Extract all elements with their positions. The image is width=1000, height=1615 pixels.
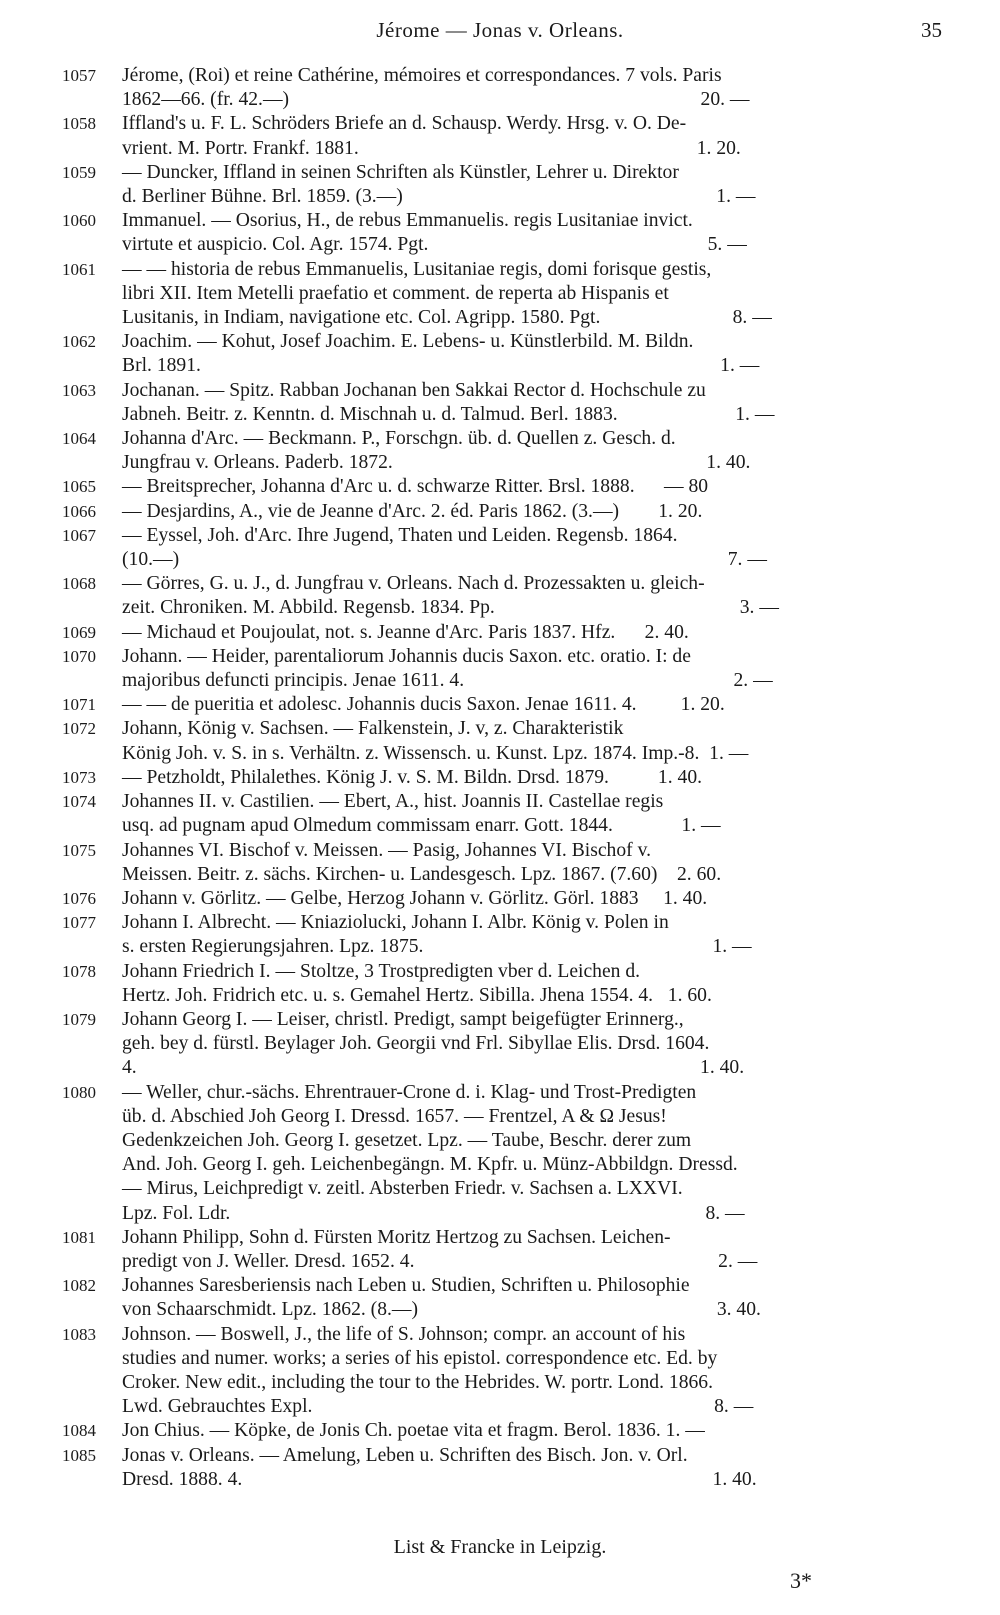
entry-number: 1068 bbox=[62, 574, 96, 594]
entry-number: 1076 bbox=[62, 888, 96, 908]
entry-line: And. Joh. Georg I. geh. Leichenbegängn. M. Kpfr. u. Münz-Abbildgn. Dressd. bbox=[122, 1154, 738, 1176]
catalog-entry bbox=[62, 790, 942, 838]
entry-line: Dresd. 1888. 4. 1. 40. bbox=[122, 1468, 757, 1490]
entry-number: 1062 bbox=[62, 332, 96, 352]
entry-line: libri XII. Item Metelli praefatio et comment. de reperta ab Hispanis et bbox=[122, 282, 669, 304]
entry-line: Brl. 1891. 1. — bbox=[122, 355, 760, 377]
entry-line: Johannes VI. Bischof v. Meissen. — Pasig, Johannes VI. Bischof v. bbox=[122, 839, 651, 861]
catalog-entry bbox=[62, 621, 942, 645]
catalog-entry bbox=[62, 500, 942, 524]
entry-line: 4. 1. 40. bbox=[122, 1057, 745, 1079]
entry-line: — Görres, G. u. J., d. Jungfrau v. Orleans. Nach d. Prozessakten u. gleich- bbox=[122, 573, 705, 595]
page-number: 35 bbox=[921, 18, 942, 42]
entry-line: Hertz. Joh. Fridrich etc. u. s. Gemahel Hertz. Sibilla. Jhena 1554. 4. 1. 60. bbox=[122, 984, 712, 1006]
catalog-entry bbox=[62, 64, 942, 112]
entry-number: 1067 bbox=[62, 525, 96, 545]
entry-line: Johannes II. v. Castilien. — Ebert, A., hist. Joannis II. Castellae regis bbox=[122, 791, 664, 813]
entry-number: 1085 bbox=[62, 1445, 96, 1465]
entry-line: — Petzholdt, Philalethes. König J. v. S. M. Bildn. Drsd. 1879. 1. 40. bbox=[122, 766, 703, 788]
publisher-footer: List & Francke in Leipzig. bbox=[393, 1536, 607, 1558]
page-header bbox=[0, 18, 1000, 48]
catalog-entry bbox=[62, 427, 942, 475]
entry-line: Immanuel. — Osorius, H., de rebus Emmanuelis. regis Lusitaniae invict. bbox=[122, 210, 693, 232]
entry-line: s. ersten Regierungsjahren. Lpz. 1875. 1. — bbox=[122, 936, 752, 958]
entry-number: 1057 bbox=[62, 66, 96, 85]
entry-line: Joachim. — Kohut, Josef Joachim. E. Lebens- u. Künstlerbild. M. Bildn. bbox=[122, 331, 694, 353]
catalog-entry bbox=[62, 960, 942, 1008]
catalog-entry bbox=[62, 572, 942, 620]
entry-line: Johann, König v. Sachsen. — Falkenstein, J. v, z. Charakteristik bbox=[122, 718, 624, 740]
entry-number: 1077 bbox=[62, 913, 96, 933]
catalog-entry bbox=[62, 911, 942, 959]
entry-number: 1059 bbox=[62, 162, 96, 182]
entry-line: Johann I. Albrecht. — Kniaziolucki, Johann I. Albr. König v. Polen in bbox=[122, 912, 669, 934]
entry-line: Jon Chius. — Köpke, de Jonis Ch. poetae vita et fragm. Berol. 1836. 1. — bbox=[122, 1420, 705, 1442]
catalog-entry bbox=[62, 475, 942, 499]
entry-line: (10.—) 7. — bbox=[122, 549, 767, 571]
entry-line: — Weller, chur.-sächs. Ehrentrauer-Crone d. i. Klag- und Trost-Predigten bbox=[122, 1081, 697, 1103]
catalog-entry bbox=[62, 379, 942, 427]
entry-number: 1066 bbox=[62, 501, 96, 521]
entry-number: 1071 bbox=[62, 695, 96, 715]
entry-line: Johannes Saresberiensis nach Leben u. Studien, Schriften u. Philosophie bbox=[122, 1275, 690, 1297]
entry-line: Croker. New edit., including the tour to the Hebrides. W. portr. Lond. 1866. bbox=[122, 1371, 713, 1393]
entry-line: von Schaarschmidt. Lpz. 1862. (8.—) 3. 40. bbox=[122, 1299, 761, 1321]
catalog-entry bbox=[62, 258, 942, 331]
entry-line: Meissen. Beitr. z. sächs. Kirchen- u. Landesgesch. Lpz. 1867. (7.60) 2. 60. bbox=[122, 863, 722, 885]
entry-line: Jérome, (Roi) et reine Cathérine, mémoires et correspondances. 7 vols. Paris bbox=[122, 65, 722, 86]
entry-line: Lpz. Fol. Ldr. 8. — bbox=[122, 1202, 745, 1224]
entry-line: Johann Philipp, Sohn d. Fürsten Moritz Hertzog zu Sachsen. Leichen- bbox=[122, 1226, 671, 1248]
entry-number: 1070 bbox=[62, 646, 96, 666]
catalog-entry bbox=[62, 330, 942, 378]
catalog-entry bbox=[62, 524, 942, 572]
entry-line: — Eyssel, Joh. d'Arc. Ihre Jugend, Thaten und Leiden. Regensb. 1864. bbox=[122, 524, 678, 546]
entry-number: 1080 bbox=[62, 1082, 96, 1102]
entry-line: — Michaud et Poujoulat, not. s. Jeanne d'Arc. Paris 1837. Hfz. 2. 40. bbox=[122, 621, 689, 643]
entry-line: Johann v. Görlitz. — Gelbe, Herzog Johann v. Görlitz. Görl. 1883 1. 40. bbox=[122, 887, 708, 909]
entry-line: — Desjardins, A., vie de Jeanne d'Arc. 2. éd. Paris 1862. (3.—) 1. 20. bbox=[122, 500, 703, 522]
entry-line: Johann Georg I. — Leiser, christl. Predigt, sampt beigefügter Erinnerg., bbox=[122, 1008, 684, 1030]
catalog-entry bbox=[62, 1274, 942, 1322]
catalog-entry bbox=[62, 161, 942, 209]
entry-number: 1058 bbox=[62, 114, 96, 134]
entry-number: 1073 bbox=[62, 767, 96, 787]
catalog-entry bbox=[62, 887, 942, 911]
catalog-entry bbox=[62, 1323, 942, 1420]
catalog-entries bbox=[62, 64, 942, 1492]
entry-line: vrient. M. Portr. Frankf. 1881. 1. 20. bbox=[122, 137, 741, 159]
entry-line: geh. bey d. fürstl. Beylager Joh. Georgii vnd Frl. Sibyllae Elis. Drsd. 1604. bbox=[122, 1033, 710, 1055]
entry-number: 1074 bbox=[62, 792, 96, 812]
signature-mark: 3* bbox=[790, 1568, 812, 1593]
catalog-entry bbox=[62, 1444, 942, 1492]
entry-line: Johann Friedrich I. — Stoltze, 3 Trostpredigten vber d. Leichen d. bbox=[122, 960, 641, 982]
entry-number: 1075 bbox=[62, 840, 96, 860]
catalog-entry bbox=[62, 1226, 942, 1274]
entry-number: 1083 bbox=[62, 1324, 96, 1344]
entry-line: Jochanan. — Spitz. Rabban Jochanan ben Sakkai Rector d. Hochschule zu bbox=[122, 379, 706, 401]
entry-line: Jungfrau v. Orleans. Paderb. 1872. 1. 40. bbox=[122, 452, 751, 474]
entry-line: predigt von J. Weller. Dresd. 1652. 4. 2. — bbox=[122, 1250, 758, 1272]
entry-number: 1078 bbox=[62, 961, 96, 981]
entry-number: 1081 bbox=[62, 1227, 96, 1247]
catalog-entry bbox=[62, 1081, 942, 1226]
entry-number: 1082 bbox=[62, 1276, 96, 1296]
entry-line: Lwd. Gebrauchtes Expl. 8. — bbox=[122, 1396, 754, 1418]
entry-line: d. Berliner Bühne. Brl. 1859. (3.—) 1. — bbox=[122, 186, 756, 208]
entry-number: 1063 bbox=[62, 380, 96, 400]
entry-line: majoribus defuncti principis. Jenae 1611. 4. 2. — bbox=[122, 670, 773, 692]
entry-number: 1064 bbox=[62, 429, 96, 449]
catalog-entry bbox=[62, 209, 942, 257]
entry-line: studies and numer. works; a series of his epistol. correspondence etc. Ed. by bbox=[122, 1347, 718, 1369]
entry-line: — Breitsprecher, Johanna d'Arc u. d. schwarze Ritter. Brsl. 1888. — 80 bbox=[122, 476, 709, 498]
entry-line: Lusitanis, in Indiam, navigatione etc. Col. Agripp. 1580. Pgt. 8. — bbox=[122, 307, 772, 329]
entry-number: 1060 bbox=[62, 211, 96, 231]
catalog-entry bbox=[62, 1008, 942, 1081]
entry-line: Gedenkzeichen Joh. Georg I. gesetzet. Lpz. — Taube, Beschr. derer zum bbox=[122, 1129, 692, 1151]
catalog-entry bbox=[62, 112, 942, 160]
entry-line: Iffland's u. F. L. Schröders Briefe an d. Schausp. Werdy. Hrsg. v. O. De- bbox=[122, 113, 687, 135]
catalog-entry bbox=[62, 645, 942, 693]
entry-line: — Mirus, Leichpredigt v. zeitl. Absterben Friedr. v. Sachsen a. LXXVI. bbox=[122, 1178, 683, 1200]
entry-line: Johanna d'Arc. — Beckmann. P., Forschgn. üb. d. Quellen z. Gesch. d. bbox=[122, 428, 676, 450]
entry-line: Jabneh. Beitr. z. Kenntn. d. Mischnah u. d. Talmud. Berl. 1883. 1. — bbox=[122, 403, 775, 425]
entry-line: virtute et auspicio. Col. Agr. 1574. Pgt. 5. — bbox=[122, 234, 747, 256]
entry-line: — Duncker, Iffland in seinen Schriften als Künstler, Lehrer u. Direktor bbox=[122, 161, 679, 183]
entry-number: 1069 bbox=[62, 622, 96, 642]
entry-number: 1061 bbox=[62, 259, 96, 279]
catalog-entry bbox=[62, 766, 942, 790]
entry-number: 1072 bbox=[62, 719, 96, 739]
entry-line: König Joh. v. S. in s. Verhältn. z. Wissensch. u. Kunst. Lpz. 1874. Imp.-8. 1. — bbox=[122, 742, 749, 764]
entry-line: üb. d. Abschied Joh Georg I. Dressd. 1657. — Frentzel, A & Ω Jesus! bbox=[122, 1105, 667, 1127]
catalog-entry bbox=[62, 693, 942, 717]
entry-line: — — de pueritia et adolesc. Johannis ducis Saxon. Jenae 1611. 4. 1. 20. bbox=[122, 694, 725, 716]
entry-line: — — historia de rebus Emmanuelis, Lusitaniae regis, domi forisque gestis, bbox=[122, 258, 712, 280]
entry-number: 1084 bbox=[62, 1421, 96, 1441]
entry-number: 1065 bbox=[62, 477, 96, 497]
catalog-entry bbox=[62, 717, 942, 765]
entry-number: 1079 bbox=[62, 1009, 96, 1029]
entry-line: Johann. — Heider, parentaliorum Johannis ducis Saxon. etc. oratio. I: de bbox=[122, 645, 691, 667]
entry-line: zeit. Chroniken. M. Abbild. Regensb. 1834. Pp. 3. — bbox=[122, 597, 779, 619]
catalog-entry bbox=[62, 1419, 942, 1443]
entry-line: usq. ad pugnam apud Olmedum commissam enarr. Gott. 1844. 1. — bbox=[122, 815, 721, 837]
entry-line: 1862—66. (fr. 42.—) 20. — bbox=[122, 89, 750, 111]
catalog-entry bbox=[62, 839, 942, 887]
entry-line: Johnson. — Boswell, J., the life of S. Johnson; compr. an account of his bbox=[122, 1323, 686, 1345]
running-title: Jérome — Jonas v. Orleans. bbox=[376, 18, 624, 42]
entry-line: Jonas v. Orleans. — Amelung, Leben u. Schriften des Bisch. Jon. v. Orl. bbox=[122, 1444, 688, 1466]
